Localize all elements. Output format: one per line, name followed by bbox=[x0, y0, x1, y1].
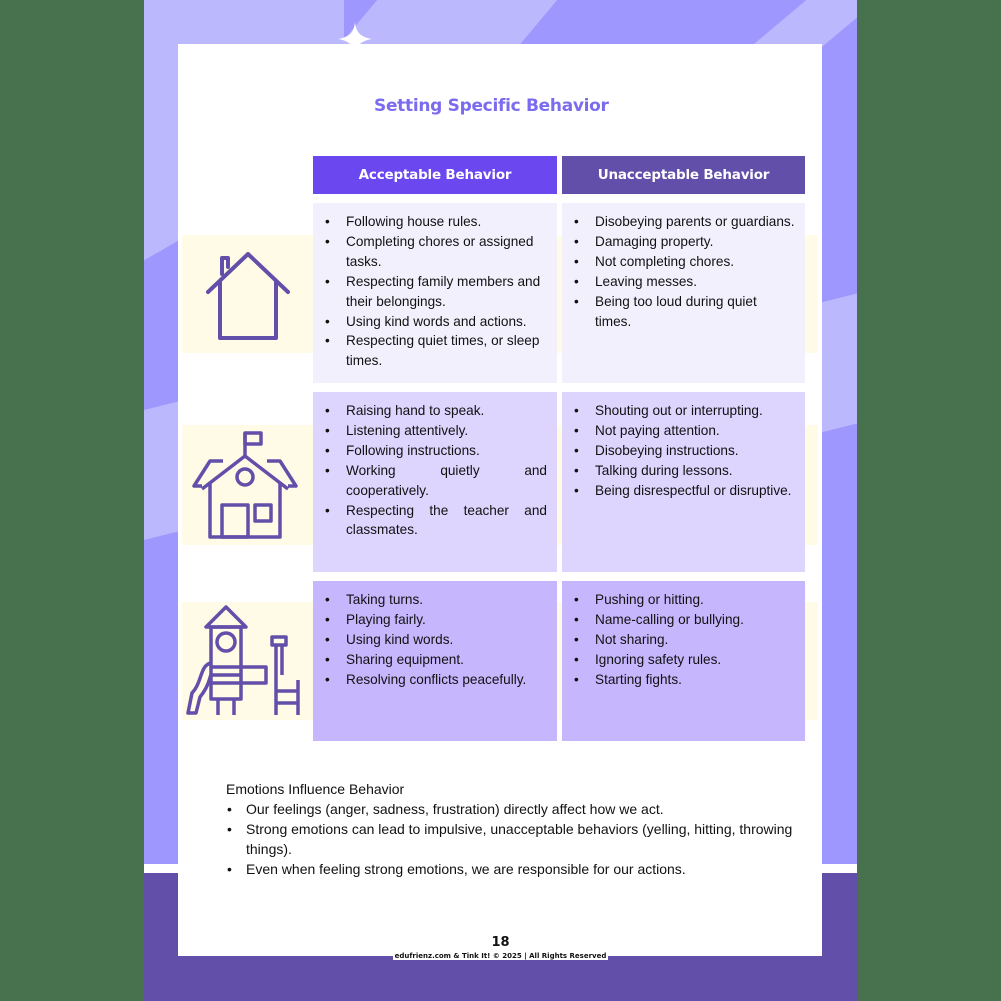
list-item: • Disobeying instructions. bbox=[572, 441, 795, 461]
row1-unacceptable-cell bbox=[562, 203, 805, 383]
school-icon bbox=[190, 430, 300, 540]
list-item: • Pushing or hitting. bbox=[572, 590, 795, 610]
list-item: • Ignoring safety rules. bbox=[572, 650, 795, 670]
house-icon bbox=[204, 252, 292, 342]
row2-unacceptable-cell bbox=[562, 392, 805, 572]
list-item: • Not paying attention. bbox=[572, 421, 795, 441]
list-item: • Being too loud during quiet times. bbox=[572, 292, 795, 332]
copyright-footer bbox=[0, 952, 1001, 960]
list-item: • Raising hand to speak. bbox=[323, 401, 547, 421]
list-item: • Being disrespectful or disruptive. bbox=[572, 481, 795, 501]
list-item: • Completing chores or assigned tasks. bbox=[323, 232, 547, 272]
list-item: • Playing fairly. bbox=[323, 610, 547, 630]
emotions-heading: Emotions Influence Behavior bbox=[226, 781, 405, 797]
emotions-section bbox=[226, 779, 806, 879]
row3-unacceptable-cell bbox=[562, 581, 805, 741]
list-item: • Respecting the teacher and classmates. bbox=[323, 501, 547, 541]
copyright-text: edufrienz.com & Tink It! © 2025 | All Rights Reserved bbox=[394, 952, 607, 960]
list-item: • Sharing equipment. bbox=[323, 650, 547, 670]
list-item: • Respecting quiet times, or sleep times. bbox=[323, 331, 547, 371]
page-title: Setting Specific Behavior bbox=[374, 96, 609, 116]
playground-icon bbox=[186, 605, 304, 720]
list-item: • Leaving messes. bbox=[572, 272, 795, 292]
list-item: • Our feelings (anger, sadness, frustration) directly affect how we act. bbox=[226, 799, 806, 819]
row2-acceptable-cell bbox=[313, 392, 557, 572]
list-item: • Starting fights. bbox=[572, 670, 795, 690]
header-acceptable-behavior: Acceptable Behavior bbox=[313, 156, 557, 194]
list-item: • Taking turns. bbox=[323, 590, 547, 610]
list-item: • Following house rules. bbox=[323, 212, 547, 232]
list-item: • Shouting out or interrupting. bbox=[572, 401, 795, 421]
list-item: • Even when feeling strong emotions, we are responsible for our actions. bbox=[226, 859, 806, 879]
list-item: • Not completing chores. bbox=[572, 252, 795, 272]
list-item: • Disobeying parents or guardians. bbox=[572, 212, 795, 232]
sparkle-star-icon bbox=[338, 22, 372, 56]
list-item: • Respecting family members and their belongings. bbox=[323, 272, 547, 312]
list-item: • Using kind words and actions. bbox=[323, 312, 547, 332]
row1-acceptable-cell bbox=[313, 203, 557, 383]
list-item: • Listening attentively. bbox=[323, 421, 547, 441]
list-item: • Damaging property. bbox=[572, 232, 795, 252]
list-item: • Working quietly and cooperatively. bbox=[323, 461, 547, 501]
list-item: • Name-calling or bullying. bbox=[572, 610, 795, 630]
list-item: • Talking during lessons. bbox=[572, 461, 795, 481]
list-item: • Resolving conflicts peacefully. bbox=[323, 670, 547, 690]
header-unacceptable-behavior: Unacceptable Behavior bbox=[562, 156, 805, 194]
list-item: • Following instructions. bbox=[323, 441, 547, 461]
list-item: • Using kind words. bbox=[323, 630, 547, 650]
list-item: • Not sharing. bbox=[572, 630, 795, 650]
list-item: • Strong emotions can lead to impulsive, unacceptable behaviors (yelling, hitting, throwing things). bbox=[226, 819, 806, 859]
row3-acceptable-cell bbox=[313, 581, 557, 741]
page-number: 18 bbox=[491, 935, 510, 950]
